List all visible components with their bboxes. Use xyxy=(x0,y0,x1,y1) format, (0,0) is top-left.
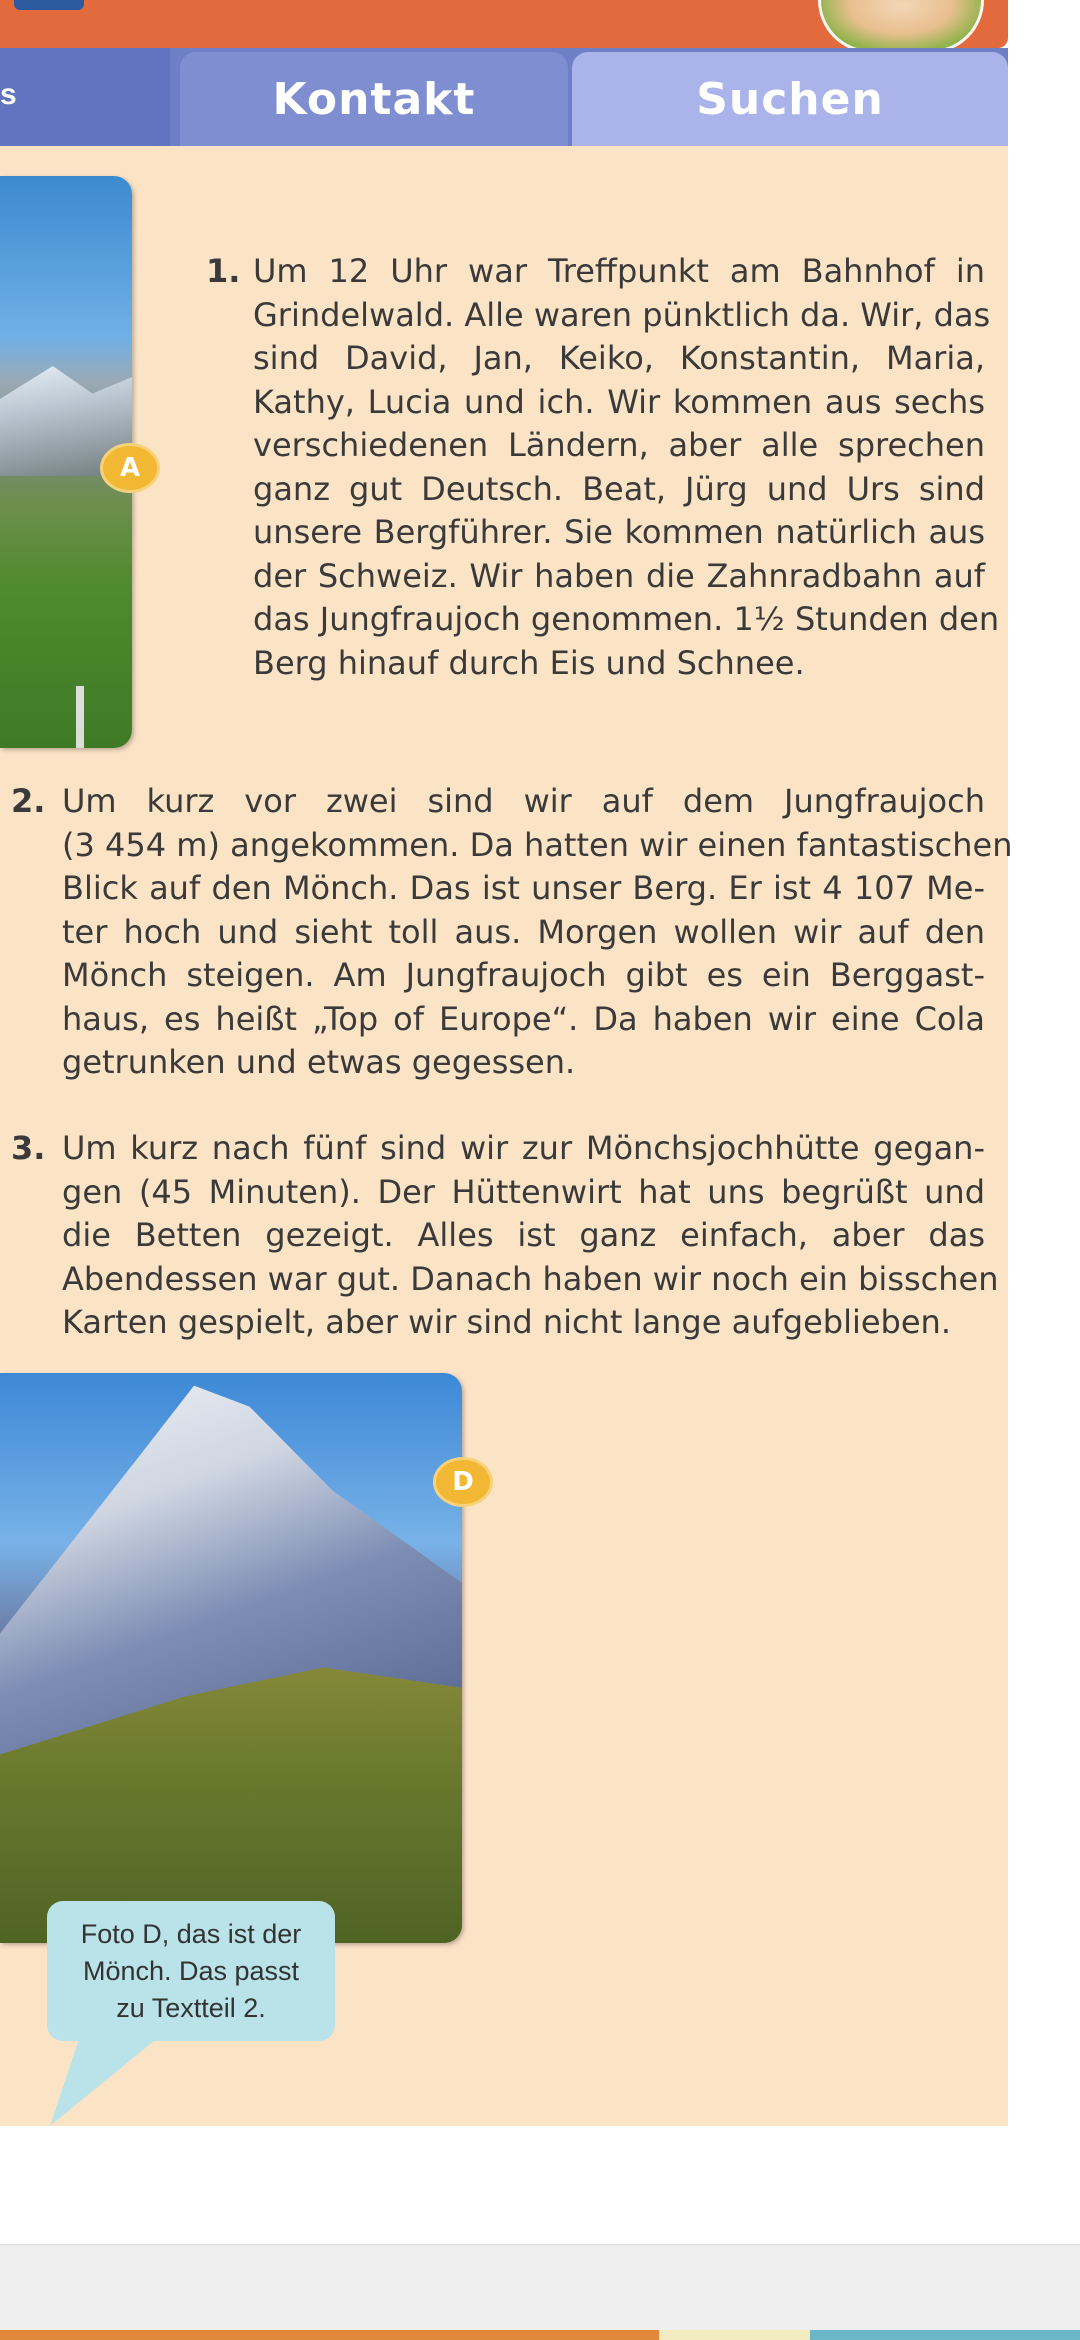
paragraph-line: unsere Bergführer. Sie kommen natürlich aus xyxy=(253,513,985,551)
photo-d-moench xyxy=(0,1373,462,1943)
nav-bar xyxy=(0,48,1008,146)
paragraph-line: Blick auf den Mönch. Das ist unser Berg. Er ist 4 107 Me- xyxy=(62,869,985,907)
nav-tab-partial-label: s xyxy=(0,78,17,111)
speech-bubble-tail xyxy=(50,2036,160,2126)
paragraph-number: 2. xyxy=(11,782,46,820)
paragraph-line: Grindelwald. Alle waren pünktlich da. Wir, das xyxy=(253,295,991,334)
speech-bubble-line: Mönch. Das passt xyxy=(82,1955,300,1986)
paragraph-3 xyxy=(11,1127,999,1345)
paragraph-number: 3. xyxy=(11,1129,46,1167)
photo-a-badge: A xyxy=(100,443,160,493)
speech-bubble-line: Foto D, das ist der xyxy=(80,1918,302,1949)
bottom-color-strip xyxy=(0,2330,1080,2340)
speech-bubble-line: zu Textteil 2. xyxy=(116,1992,266,2023)
paragraph-line: Um kurz vor zwei sind wir auf dem Jungfraujoch xyxy=(62,782,985,820)
bottom-panel xyxy=(0,2244,1080,2331)
banner-decoration xyxy=(14,0,84,10)
paragraph-line: verschiedenen Ländern, aber alle sprechen xyxy=(253,426,985,464)
paragraph-line: sind David, Jan, Keiko, Konstantin, Maria, xyxy=(253,339,985,377)
paragraph-2 xyxy=(11,780,1013,1085)
paragraph-line: haus, es heißt „Top of Europe“. Da haben wir eine Cola xyxy=(62,999,985,1038)
paragraph-line: Karten gespielt, aber wir sind nicht lange aufgeblieben. xyxy=(62,1303,951,1341)
paragraph-line: getrunken und etwas gegessen. xyxy=(62,1043,576,1081)
paragraph-line: Um 12 Uhr war Treffpunkt am Bahnhof in xyxy=(253,252,985,290)
paragraph-line: das Jungfraujoch genommen. 1½ Stunden den xyxy=(253,600,1000,638)
paragraph-line: ter hoch und sieht toll aus. Morgen wollen wir auf den xyxy=(62,912,985,951)
paragraph-line: Mönch steigen. Am Jungfraujoch gibt es ein Berggast- xyxy=(62,956,985,994)
paragraph-1 xyxy=(206,250,1000,685)
paragraph-number: 1. xyxy=(206,252,241,290)
speech-bubble xyxy=(47,1901,335,2041)
paragraph-line: Kathy, Lucia und ich. Wir kommen aus sechs xyxy=(253,382,985,421)
paragraph-line: (3 454 m) angekommen. Da hatten wir einen fantastischen xyxy=(62,825,1013,864)
paragraph-line: die Betten gezeigt. Alles ist ganz einfach, aber das xyxy=(62,1216,985,1254)
photo-a-fence-post xyxy=(76,686,84,748)
paragraph-line: Berg hinauf durch Eis und Schnee. xyxy=(253,643,805,682)
tab-kontakt[interactable]: Kontakt xyxy=(180,52,568,146)
paragraph-line: der Schweiz. Wir haben die Zahnradbahn auf xyxy=(253,556,985,595)
paragraph-line: ganz gut Deutsch. Beat, Jürg und Urs sind xyxy=(253,469,985,508)
photo-d-badge: D xyxy=(433,1457,493,1507)
paragraph-line: Abendessen war gut. Danach haben wir noch ein bisschen xyxy=(62,1259,999,1298)
paragraph-line: Um kurz nach fünf sind wir zur Mönchsjochhütte gegan- xyxy=(62,1129,985,1167)
paragraph-line: gen (45 Minuten). Der Hüttenwirt hat uns begrüßt und xyxy=(62,1172,985,1211)
nav-tab-partial[interactable] xyxy=(0,48,170,146)
tab-suchen[interactable]: Suchen xyxy=(572,52,1008,146)
